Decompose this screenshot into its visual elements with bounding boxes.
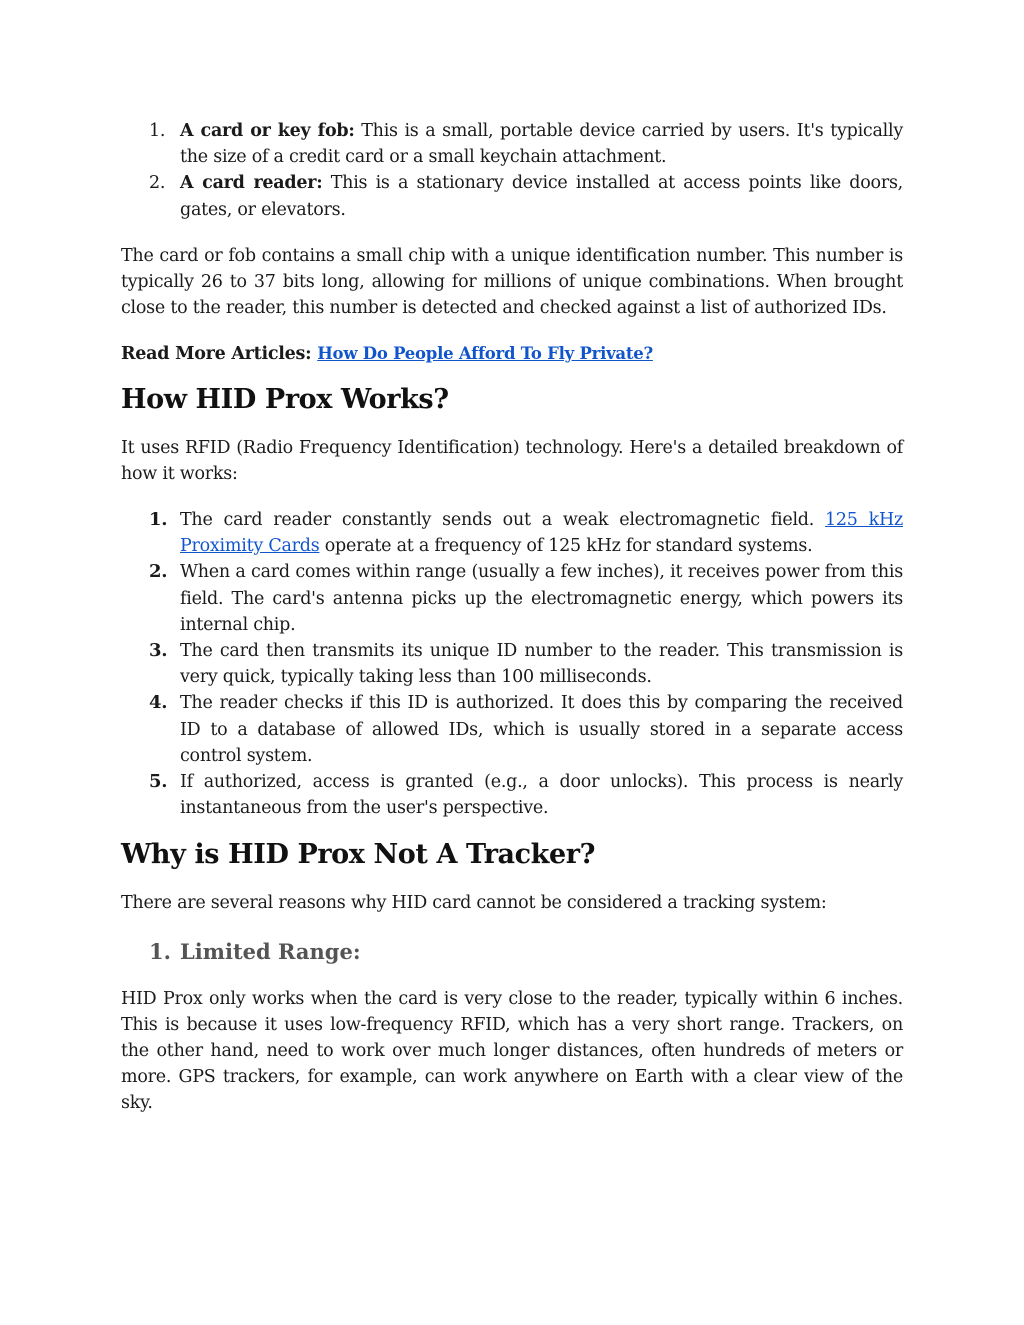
list-term: A card reader:: [180, 173, 323, 194]
proximity-cards-link[interactable]: 125 kHz Proximity Cards: [180, 510, 903, 557]
read-more-link[interactable]: How Do People Afford To Fly Private?: [317, 344, 653, 364]
list-item: [121, 507, 903, 559]
list-item: [121, 559, 903, 638]
step-text: If authorized, access is granted (e.g., a door unlocks). This process is nearly instantaneous from the user's perspective.: [180, 772, 903, 819]
step-text-after: operate at a frequency of 125 kHz for standard systems.: [319, 536, 813, 557]
list-number: 3.: [149, 640, 168, 662]
list-number: 2.: [149, 173, 166, 194]
section-heading-not-tracker: Why is HID Prox Not A Tracker?: [121, 839, 596, 871]
paragraph-reasons-intro: There are several reasons why HID card cannot be considered a tracking system:: [121, 893, 827, 914]
section-heading-how-it-works: How HID Prox Works?: [121, 383, 449, 415]
subheading-text: Limited Range:: [180, 938, 361, 964]
list-number: 1.: [149, 509, 168, 531]
list-item: [121, 118, 903, 170]
step-text: The card then transmits its unique ID number to the reader. This transmission is very quick, typically taking less than 100 milliseconds.: [180, 641, 903, 688]
step-text: When a card comes within range (usually a few inches), it receives power from this field. The card's antenna picks up the electromagnetic energy, which powers its internal chip.: [180, 562, 903, 635]
subheading-limited-range: [121, 939, 903, 964]
list-text: This is a small, portable device carried by users. It's typically the size of a credit card or a small keychain attachment.: [180, 121, 903, 168]
list-item: [121, 170, 903, 222]
read-more-line: [121, 341, 903, 367]
paragraph-limited-range: HID Prox only works when the card is very close to the reader, typically within 6 inches. This is because it uses low-frequency RFID, which has a very short range. Trackers, on the other hand, need to work over much longer distances, often hundreds of meters or more. GPS trackers, for example, can work anywhere on Earth with a clear view of the sky.: [121, 988, 903, 1114]
intro-list: [121, 118, 903, 223]
document-page: [121, 118, 903, 1117]
list-text: This is a stationary device installed at access points like doors, gates, or elevators.: [180, 173, 903, 220]
list-term: A card or key fob:: [180, 121, 355, 141]
step-text: The card reader constantly sends out a weak electromagnetic field.: [180, 510, 826, 531]
read-more-label: Read More Articles:: [121, 344, 312, 365]
paragraph-rfid-intro: It uses RFID (Radio Frequency Identification) technology. Here's a detailed breakdown of how it works:: [121, 437, 903, 484]
step-text: The reader checks if this ID is authorized. It does this by comparing the received ID to a database of allowed IDs, which is usually stored in a separate access control system.: [180, 693, 903, 766]
list-item: [121, 638, 903, 690]
list-item: [121, 769, 903, 821]
list-item: [121, 690, 903, 769]
list-number: 4.: [149, 692, 168, 714]
steps-list: [121, 507, 903, 821]
list-number: 1.: [149, 121, 166, 141]
list-number: 5.: [149, 771, 168, 793]
list-number: 2.: [149, 561, 168, 583]
paragraph-chip: The card or fob contains a small chip with a unique identification number. This number is typically 26 to 37 bits long, allowing for millions of unique combinations. When brought close to the reader, this number is detected and checked against a list of authorized IDs.: [121, 245, 903, 319]
subheading-number: 1.: [149, 938, 171, 964]
